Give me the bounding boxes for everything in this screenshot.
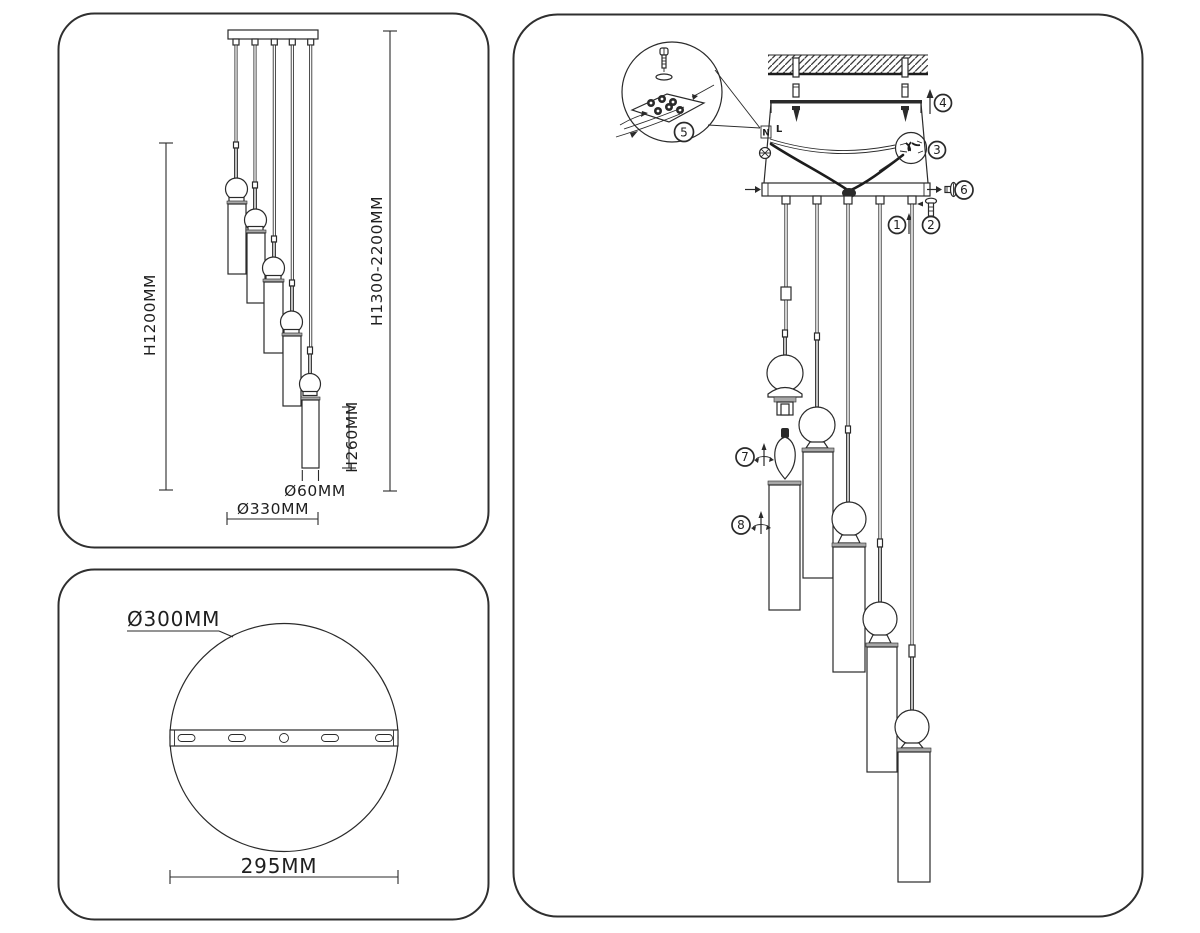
callout-8-number: 8: [737, 518, 745, 533]
sphere: [799, 407, 835, 443]
callout-1-number: 1: [893, 218, 901, 233]
dim-h1300-2200: [368, 31, 397, 491]
mounting-bar: [170, 730, 398, 746]
dim-295: [170, 854, 398, 884]
screw-icon: [792, 106, 800, 122]
canopy-stem-sockets: [782, 196, 916, 204]
arrow-up-icon: [927, 89, 934, 114]
shade: [768, 481, 801, 610]
dim-h1200: [141, 143, 173, 490]
dim-h260: [342, 401, 361, 473]
screw-icon: [902, 84, 908, 97]
dim-d330-label: Ø330MM: [236, 500, 310, 518]
bracket-screws-down: [792, 106, 909, 122]
callout-2: [917, 198, 940, 233]
callout-7-number: 7: [741, 450, 749, 465]
lamp-holder: [768, 388, 802, 416]
sphere: [832, 502, 866, 536]
pendant-5: [300, 45, 321, 468]
panel-installation-diagram: [512, 13, 1144, 918]
screw-icon: [660, 48, 668, 72]
sphere: [895, 710, 929, 744]
washer-icon: [656, 74, 672, 80]
canopy-side-screw-right: [927, 183, 957, 197]
shade: [867, 647, 897, 772]
arrow-right-icon: [755, 186, 761, 193]
screw-icon: [901, 106, 909, 122]
installation-drawing: [512, 13, 1144, 918]
shade: [803, 452, 833, 578]
callout-4: [927, 89, 952, 114]
sphere: [767, 355, 803, 391]
callout-6: [955, 181, 973, 199]
pendant-5: [895, 204, 931, 882]
twist-screw-icon: [754, 443, 774, 466]
pendant-4: [281, 45, 303, 406]
pendant-3: [832, 204, 866, 672]
callout-1: [889, 213, 912, 234]
bulb: [775, 428, 795, 479]
arrow-left-icon: [917, 202, 923, 207]
callout-2-number: 2: [927, 218, 935, 233]
pendant-1-exploded: [767, 204, 803, 610]
wire-label-neutral: N: [762, 128, 770, 139]
pendant-3: [263, 45, 285, 353]
wall-anchor: [902, 58, 908, 77]
callout-7: [736, 443, 774, 466]
callout-4-number: 4: [939, 96, 947, 111]
dim-h1300-2200-label: H1300-2200MM: [368, 195, 386, 327]
screw-icon: [793, 84, 799, 97]
callout-5-number: 5: [680, 125, 688, 140]
panel-side-view-dimensions: [57, 12, 490, 549]
dim-h1200-label: H1200MM: [141, 273, 159, 357]
callout-3-number: 3: [933, 143, 941, 158]
shade: [833, 547, 865, 672]
pendant-1: [226, 45, 248, 274]
ground-terminal-icon: [760, 148, 771, 159]
twist-screw-icon: [751, 511, 771, 534]
ceiling: [768, 55, 928, 77]
shade: [898, 752, 930, 882]
side-view-drawing: [57, 12, 490, 549]
arrow-right-icon: [936, 186, 942, 193]
dim-d60: [284, 470, 346, 500]
dim-d300-label: Ø300MM: [127, 607, 221, 631]
canopy-bar: [228, 30, 318, 45]
canopy-side-screw-left: [745, 186, 761, 193]
mounting-screws-up: [793, 84, 908, 97]
callout-3: [929, 142, 946, 159]
dim-d300: [127, 607, 233, 637]
wall-anchor: [793, 58, 799, 77]
dim-d330: [227, 500, 318, 525]
wire-label-live: L: [775, 124, 783, 135]
callout-6-number: 6: [960, 183, 968, 198]
wire-connection-detail: [879, 133, 927, 172]
callout-8: [732, 511, 771, 534]
callout-5: [675, 123, 694, 142]
dim-h260-label: H260MM: [343, 401, 361, 473]
sphere: [863, 602, 897, 636]
pendant-4: [863, 204, 898, 772]
dim-d60-label: Ø60MM: [284, 482, 346, 500]
canopy-top-view-drawing: [57, 568, 490, 921]
screw-icon: [917, 198, 937, 216]
pendant-2: [799, 204, 835, 578]
dim-295-label: 295MM: [240, 854, 318, 878]
panel-canopy-top-view: [57, 568, 490, 921]
cord-grip: [781, 287, 791, 300]
